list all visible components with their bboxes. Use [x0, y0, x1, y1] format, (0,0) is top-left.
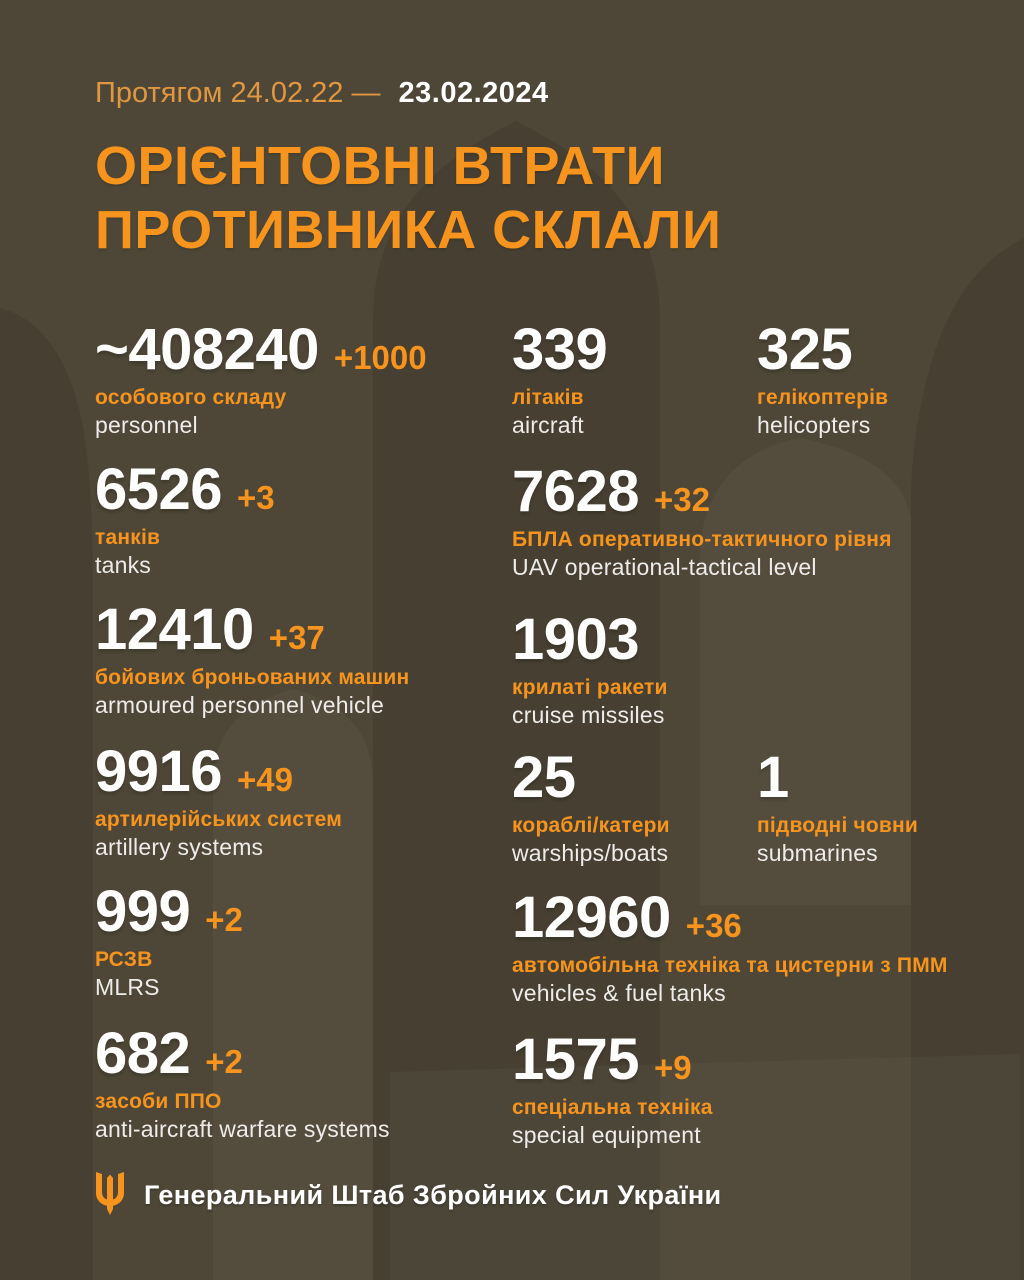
stat-value-row: [512, 745, 670, 810]
stat-value-row: [512, 317, 622, 382]
stat-label-en: warships/boats: [512, 840, 669, 866]
page-title: [95, 134, 721, 262]
stat-label-uk: літаків: [512, 386, 584, 409]
stat-label-en: UAV operational-tactical level: [512, 554, 817, 580]
footer-org-name: Генеральний Штаб Збройних Сил України: [144, 1179, 722, 1210]
stat-armoured-vehicles: [95, 597, 410, 719]
stat-mlrs: [95, 879, 243, 1001]
stat-value-row: [757, 317, 888, 382]
stat-value: 682: [95, 1021, 191, 1086]
stat-label-uk: РСЗВ: [95, 948, 153, 971]
stat-value: ~408240: [95, 317, 319, 382]
stat-aircraft: [512, 317, 622, 439]
stat-vehicles-fuel: [512, 885, 948, 1007]
stat-delta: +2: [205, 901, 243, 938]
stat-artillery: [95, 739, 342, 861]
stat-value-row: [95, 1021, 390, 1086]
stat-anti-aircraft: [95, 1021, 390, 1143]
stat-warships: [512, 745, 670, 867]
stat-tanks: [95, 457, 275, 579]
stat-value-row: [512, 607, 668, 672]
stat-delta: +2: [205, 1043, 243, 1080]
stat-value-row: [95, 317, 427, 382]
footer: [95, 1172, 722, 1218]
trident-icon: [95, 1172, 125, 1218]
stat-label-uk: БПЛА оперативно-тактичного рівня: [512, 528, 892, 551]
stat-label-en: artillery systems: [95, 834, 264, 860]
stat-delta: +32: [654, 481, 711, 518]
stat-value: 7628: [512, 459, 640, 524]
stat-label-uk: крилаті ракети: [512, 676, 668, 699]
stat-submarines: [757, 745, 919, 867]
stat-value-row: [95, 739, 342, 804]
stat-value: 1575: [512, 1027, 640, 1092]
report-period: [95, 76, 549, 110]
stat-delta: +3: [237, 479, 275, 516]
stat-label-en: cruise missiles: [512, 702, 665, 728]
stat-value-row: [757, 745, 918, 810]
stat-value: 25: [512, 745, 576, 810]
stat-value: 339: [512, 317, 608, 382]
stat-value: 9916: [95, 739, 223, 804]
stat-personnel: [95, 317, 427, 439]
stat-label-en: tanks: [95, 552, 151, 578]
stat-cruise-missiles: [512, 607, 668, 729]
stat-label-en: helicopters: [757, 412, 871, 438]
stat-label-en: submarines: [757, 840, 878, 866]
watermark-left-edge-prong: [0, 308, 93, 1280]
page-title-line1: ОРІЄНТОВНІ ВТРАТИ: [95, 136, 665, 196]
stat-label-uk: особового складу: [95, 386, 287, 409]
stat-value: 325: [757, 317, 853, 382]
stat-delta: +37: [268, 619, 325, 656]
stat-value: 1903: [512, 607, 640, 672]
stat-label-uk: автомобільна техніка та цистерни з ПММ: [512, 954, 948, 977]
stat-label-uk: бойових броньованих машин: [95, 666, 410, 689]
stat-label-uk: кораблі/катери: [512, 814, 670, 837]
stat-value-row: [512, 1027, 713, 1092]
stat-label-uk: спеціальна техніка: [512, 1096, 713, 1119]
stat-uav: [512, 459, 892, 581]
stat-label-en: special equipment: [512, 1122, 701, 1148]
stat-delta: +36: [685, 907, 742, 944]
stat-value: 999: [95, 879, 191, 944]
stat-value: 12960: [512, 885, 671, 950]
period-prefix: Протягом 24.02.22 —: [95, 77, 381, 109]
stat-label-uk: гелікоптерів: [757, 386, 889, 409]
stat-delta: +9: [654, 1049, 692, 1086]
stat-delta: +1000: [333, 339, 427, 376]
stat-label-uk: підводні човни: [757, 814, 919, 837]
stat-delta: +49: [237, 761, 294, 798]
stat-label-en: vehicles & fuel tanks: [512, 980, 726, 1006]
stat-label-en: MLRS: [95, 974, 160, 1000]
stat-value-row: [95, 597, 409, 662]
stat-label-uk: засоби ППО: [95, 1090, 222, 1113]
report-date: 23.02.2024: [398, 77, 549, 109]
stat-special-equipment: [512, 1027, 713, 1149]
stat-label-uk: артилерійських систем: [95, 808, 342, 831]
stat-label-en: aircraft: [512, 412, 584, 438]
stat-label-en: personnel: [95, 412, 198, 438]
page-title-line2: ПРОТИВНИКА СКЛАЛИ: [95, 200, 722, 260]
stat-label-uk: танків: [95, 526, 161, 549]
stat-value-row: [512, 885, 948, 950]
stat-helicopters: [757, 317, 889, 439]
stat-value: 1: [757, 745, 789, 810]
stat-value-row: [95, 879, 243, 944]
stat-label-en: armoured personnel vehicle: [95, 692, 385, 718]
stat-value-row: [95, 457, 275, 522]
stat-value-row: [512, 459, 892, 524]
stat-value: 12410: [95, 597, 254, 662]
stat-label-en: anti-aircraft warfare systems: [95, 1116, 390, 1142]
stat-value: 6526: [95, 457, 223, 522]
